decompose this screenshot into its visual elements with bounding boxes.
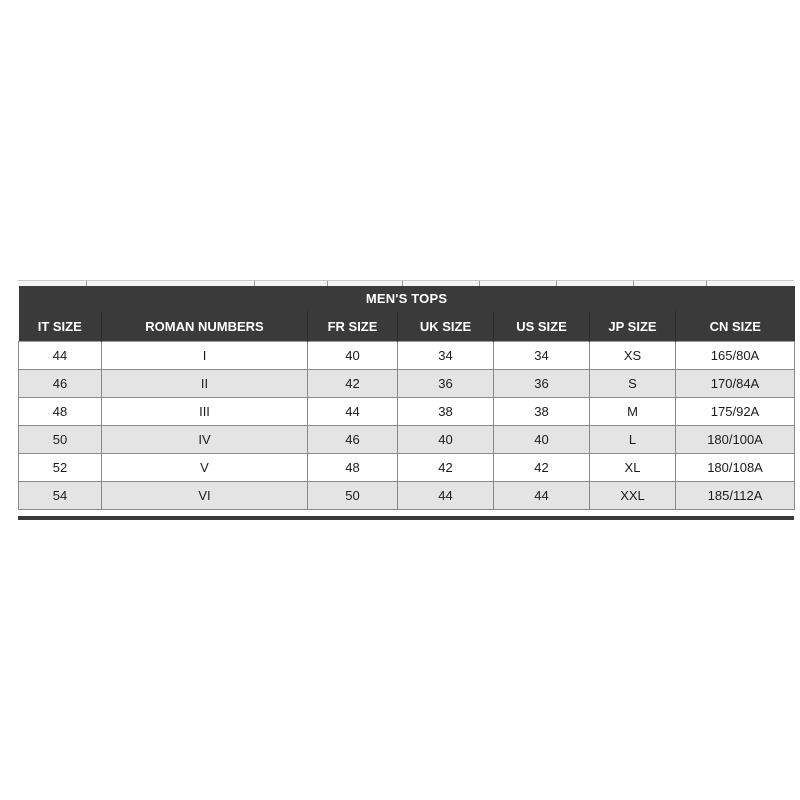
cell-roman-number: III bbox=[102, 398, 308, 426]
cell-it-size: 50 bbox=[19, 426, 102, 454]
column-header-uk-size: UK SIZE bbox=[398, 311, 494, 342]
cell-uk-size: 42 bbox=[398, 454, 494, 482]
cell-jp-size: M bbox=[590, 398, 676, 426]
cell-jp-size: XS bbox=[590, 342, 676, 370]
table-bottom-border bbox=[18, 516, 794, 520]
column-header-roman-numbers: ROMAN NUMBERS bbox=[102, 311, 308, 342]
cell-fr-size: 50 bbox=[308, 482, 398, 510]
table-row bbox=[19, 482, 795, 510]
table-row bbox=[19, 342, 795, 370]
mens-tops-size-table bbox=[18, 286, 795, 510]
cell-cn-size: 185/112A bbox=[676, 482, 795, 510]
column-header-cn-size: CN SIZE bbox=[676, 311, 795, 342]
cell-it-size: 44 bbox=[19, 342, 102, 370]
cell-fr-size: 46 bbox=[308, 426, 398, 454]
size-chart bbox=[18, 280, 794, 520]
cell-us-size: 40 bbox=[494, 426, 590, 454]
column-header-jp-size: JP SIZE bbox=[590, 311, 676, 342]
cell-it-size: 46 bbox=[19, 370, 102, 398]
cell-roman-number: II bbox=[102, 370, 308, 398]
column-header-us-size: US SIZE bbox=[494, 311, 590, 342]
cell-roman-number: V bbox=[102, 454, 308, 482]
cell-uk-size: 36 bbox=[398, 370, 494, 398]
cell-uk-size: 40 bbox=[398, 426, 494, 454]
table-row bbox=[19, 426, 795, 454]
table-row bbox=[19, 454, 795, 482]
cell-uk-size: 38 bbox=[398, 398, 494, 426]
cell-fr-size: 48 bbox=[308, 454, 398, 482]
cell-fr-size: 40 bbox=[308, 342, 398, 370]
cell-cn-size: 175/92A bbox=[676, 398, 795, 426]
cell-us-size: 34 bbox=[494, 342, 590, 370]
cell-jp-size: L bbox=[590, 426, 676, 454]
cell-cn-size: 165/80A bbox=[676, 342, 795, 370]
column-header-fr-size: FR SIZE bbox=[308, 311, 398, 342]
cell-it-size: 54 bbox=[19, 482, 102, 510]
cell-roman-number: I bbox=[102, 342, 308, 370]
cell-roman-number: VI bbox=[102, 482, 308, 510]
cell-cn-size: 180/108A bbox=[676, 454, 795, 482]
cell-uk-size: 34 bbox=[398, 342, 494, 370]
cell-jp-size: XL bbox=[590, 454, 676, 482]
cell-fr-size: 42 bbox=[308, 370, 398, 398]
table-header-row bbox=[19, 311, 795, 342]
cell-cn-size: 180/100A bbox=[676, 426, 795, 454]
table-row bbox=[19, 398, 795, 426]
cell-it-size: 48 bbox=[19, 398, 102, 426]
cell-jp-size: S bbox=[590, 370, 676, 398]
table-title-row bbox=[19, 286, 795, 311]
cell-us-size: 44 bbox=[494, 482, 590, 510]
cell-uk-size: 44 bbox=[398, 482, 494, 510]
table-row bbox=[19, 370, 795, 398]
cell-it-size: 52 bbox=[19, 454, 102, 482]
cell-us-size: 38 bbox=[494, 398, 590, 426]
cell-cn-size: 170/84A bbox=[676, 370, 795, 398]
cell-jp-size: XXL bbox=[590, 482, 676, 510]
cell-roman-number: IV bbox=[102, 426, 308, 454]
cell-fr-size: 44 bbox=[308, 398, 398, 426]
cell-us-size: 42 bbox=[494, 454, 590, 482]
cell-us-size: 36 bbox=[494, 370, 590, 398]
column-header-it-size: IT SIZE bbox=[19, 311, 102, 342]
table-title: MEN'S TOPS bbox=[19, 286, 795, 311]
